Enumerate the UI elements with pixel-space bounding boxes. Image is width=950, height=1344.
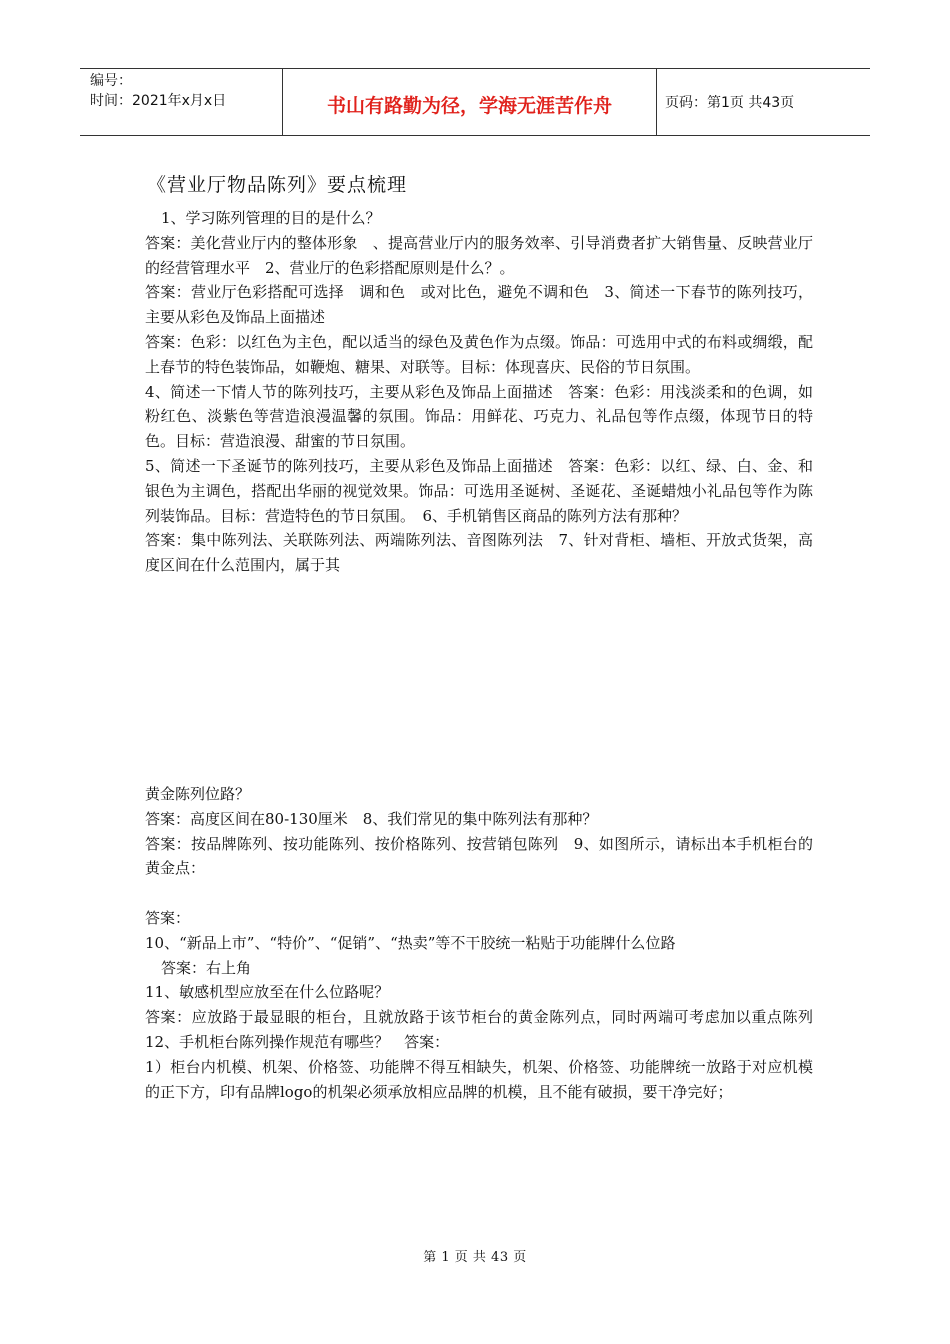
- paragraph: 1）柜台内机模、机架、价格签、功能牌不得互相缺失，机架、价格签、功能牌统一放路于对应机模的正下方，印有品牌logo的机架必须承放相应品牌的机模，且不能有破损，要干净完好；: [145, 1057, 813, 1101]
- paragraph: 11、敏感机型应放至在什么位路呢？: [145, 983, 390, 1002]
- document-body-upper: [145, 206, 813, 578]
- paragraph: 5、简述一下圣诞节的陈列技巧，主要从彩色及饰品上面描述 答案：色彩：以红、绿、白、金、和银色为主调色，搭配出华丽的视觉效果。饰品：可选用圣诞树、圣诞花、圣诞蜡烛小礼品包等作为陈列装饰品。目标：营造特色的节日氛围。 6、手机销售区商品的陈列方法有那种？: [145, 456, 813, 525]
- paragraph: 答案：高度区间在80-130厘米 8、我们常见的集中陈列法有那种？: [145, 809, 598, 828]
- blank-line: [145, 881, 813, 906]
- paragraph: 答案：色彩：以红色为主色，配以适当的绿色及黄色作为点缀。饰品：可选用中式的布料或绸缎，配上春节的特色装饰品，如鞭炮、糖果、对联等。目标：体现喜庆、民俗的节日氛围。: [145, 332, 813, 376]
- paragraph: 1、学习陈列管理的目的是什么？: [161, 209, 381, 227]
- header-page-info: 页码：第1页 共43页: [665, 95, 795, 111]
- paragraph: 答案：美化营业厅内的整体形象 、提高营业厅内的服务效率、引导消费者扩大销售量、反映营业厅的经营管理水平 2、营业厅的色彩搭配原则是什么？。: [145, 233, 813, 277]
- header-meta: [80, 69, 283, 135]
- document-time-label: 时间：2021年x月x日: [90, 93, 227, 109]
- page-footer: 第 1 页 共 43 页: [423, 1250, 527, 1265]
- paragraph: 答案：: [145, 908, 191, 927]
- paragraph: 答案：应放路于最显眼的柜台，且就放路于该节柜台的黄金陈列点，同时两端可考虑加以重点陈列 12、手机柜台陈列操作规范有哪些？ 答案：: [145, 1008, 829, 1051]
- paragraph: 黄金陈列位路？: [145, 785, 251, 803]
- paragraph: 答案：按品牌陈列、按功能陈列、按价格陈列、按营销包陈列 9、如图所示，请标出本手机柜台的黄金点：: [145, 834, 813, 878]
- paragraph: 答案：集中陈列法、关联陈列法、两端陈列法、音图陈列法 7、针对背柜、墙柜、开放式货架，高度区间在什么范围内，属于其: [145, 531, 813, 575]
- paragraph: 答案：营业厅色彩搭配可选择 调和色 或对比色，避免不调和色 3、简述一下春节的陈列技巧，主要从彩色及饰品上面描述: [145, 283, 813, 327]
- document-title: 《营业厅物品陈列》要点梳理: [147, 174, 408, 196]
- document-body-lower: [145, 782, 829, 1104]
- paragraph: 4、简述一下情人节的陈列技巧，主要从彩色及饰品上面描述 答案：色彩：用浅淡柔和的色调，如粉红色、淡紫色等营造浪漫温馨的氛围。饰品：用鲜花、巧克力、礼品包等作点缀，体现节日的特色。目标：营造浪漫、甜蜜的节日氛围。: [145, 382, 813, 451]
- paragraph: 10、“新品上市”、“特价”、“促销”、“热卖”等不干胶统一粘贴于功能牌什么位路: [145, 933, 676, 952]
- paragraph: 答案：右上角: [161, 958, 252, 977]
- header-motto: 书山有路勤为径，学海无涯苦作舟: [283, 69, 657, 135]
- page-header: [80, 68, 870, 136]
- document-number-label: 编号：: [90, 73, 132, 89]
